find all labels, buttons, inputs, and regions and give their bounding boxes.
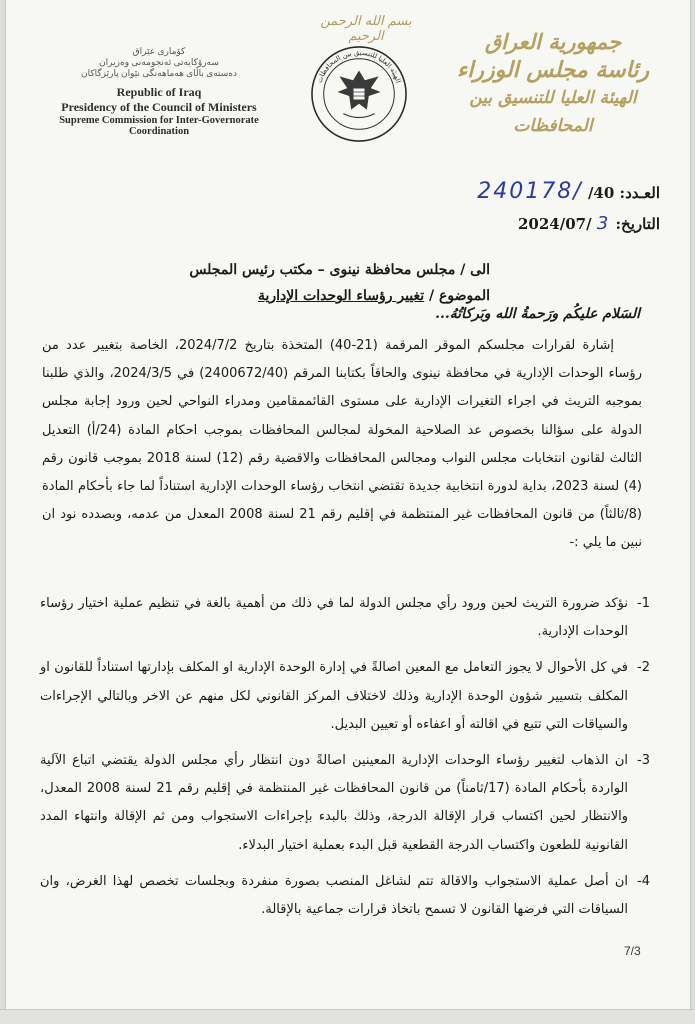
reference-number-label: العـدد:	[619, 184, 660, 202]
english-line-presidency: Presidency of the Council of Ministers	[61, 100, 257, 114]
arabic-letterhead	[428, 28, 678, 140]
letterhead-line-country: جمهورية العراق	[484, 29, 622, 54]
body-paragraph-text: إشارة لقرارات مجلسكم الموقر المرقمة (21-40) المتخذة بتاريخ 2024/7/2، الخاصة بتغيير عدد من رؤساء الوحدات الإدارية في محافظة نينوى والحاقاً بكتابنا المرقم (2400672/40) في 2024/3/5، والذي طلبنا بموجبه التريث في اجراء التغيرات الإدارية على مستوى القائممقامين ومدراء النواحي لحين ورود إجابة مجلس الدولة على سؤالنا بخصوص عد الصلاحية المخولة لمجالس المحافظات بموجب احكام المادة (24/أ) التعديل الثالث لقانون انتخابات مجلس النواب ومجالس المحافظات والاقضية رقم (12) لسنة 2018 بموجب قانون رقم (4) لسنة 2023، بداية لدورة انتخابية جديدة تقتضي انتخاب رؤساء الوحدات الإدارية استناداً لما جاء بأحكام المادة (8/ثالثاً) من قانون المحافظات غير المنتظمة في إقليم رقم 21 لسنة 2008 المعدل من عدمه، وبصدده نود ان نبين ما يلي :-	[42, 338, 643, 551]
list-item	[40, 868, 650, 924]
point-number: 4-	[637, 873, 650, 889]
point-text: في كل الأحوال لا يجوز التعامل مع المعين اصالةً في إدارة الوحدة الإدارية او المكلف بإدارتها استناداً للقانون او المكلف بتسيير شؤون الوحدة الإدارية وذلك لاختلاف المركز القانوني لكل منهم عن الاخر وبالتالي الإجراءات والسياقات التي تتبع في اقالته أو اعفاءه أو تعيين البديل.	[40, 660, 628, 732]
reference-number-row	[420, 176, 660, 208]
letterhead-line-presidency: رئاسة مجلس الوزراء	[456, 57, 650, 83]
list-item	[40, 654, 650, 739]
subject-label: الموضوع /	[429, 288, 490, 304]
reference-block	[420, 176, 660, 240]
english-letterhead	[44, 46, 274, 137]
english-line-commission: Supreme Commission for Inter-Governorate Coordination	[59, 115, 259, 137]
subject-text: تغيير رؤساء الوحدات الإدارية	[258, 288, 425, 304]
point-number: 1-	[637, 596, 650, 611]
kurdish-line-3: دەستەی باڵای هەماهەنگی نێوان پارێزگاكان	[80, 68, 237, 78]
eagle-seal-icon	[310, 45, 408, 143]
page-number: 7/3	[624, 944, 641, 958]
english-line-republic: Republic of Iraq	[116, 85, 202, 99]
point-text: نؤكد ضرورة التريث لحين ورود رأي مجلس الدولة لما في ذلك من أهمية بالغة في تنظيم عملية اختيار رؤساء الوحدات الإدارية.	[40, 596, 628, 640]
point-number: 2-	[637, 660, 650, 676]
list-item	[40, 590, 650, 646]
point-text: ان الذهاب لتغيير رؤساء الوحدات الإدارية المعينين اصالةً دون انتظار رأي مجلس الدولة يقتضي اتباع الآلية الواردة بأحكام المادة (17/ثامناً) من قانون المحافظات غير المنتظمة في إقليم رقم 21 لسنة 2008 المعدل، والانتظار لحين اكتساب قرار الإقالة الدرجة، وذلك بالبدء بإجراءات الاستجواب ومن ثم الإقالة وانتهاء المدد القانونية للطعون واكتساب الدرجة القطعية قبل البدء بعملية اختيار البدلاء.	[40, 753, 628, 853]
reference-date-row	[420, 208, 660, 240]
bismillah-heading: بسم الله الرحمن الرحيم	[320, 14, 412, 44]
lower-page-edge	[0, 1009, 695, 1024]
reference-number-printed: 40/	[587, 184, 615, 202]
reference-date-printed: /2024/07	[518, 215, 592, 233]
seal-text: الهيئة العليا للتنسيق بين المحافظات	[315, 48, 403, 84]
list-item	[40, 747, 650, 860]
reference-date-handwritten: 3	[596, 213, 611, 234]
reference-date-label: التاريخ:	[615, 215, 660, 233]
points-list	[40, 590, 650, 932]
point-number: 3-	[637, 753, 650, 769]
subject-line	[258, 288, 490, 304]
body-paragraph	[42, 332, 642, 558]
kurdish-line-1: كۆماری عێراق	[132, 46, 186, 56]
recipient-line: الى / مجلس محافظة نينوى – مكتب رئيس المجلس	[189, 262, 490, 278]
point-text: ان أصل عملية الاستجواب والاقالة تتم لشاغل المنصب بصورة منفردة وبجلسات تخصص لهذا الغرض، وان السياقات التي فرضها القانون لا تسمح باتخاذ قرارات جماعية بالإقالة.	[40, 873, 628, 918]
letterhead-line-commission: الهيئة العليا للتنسيق بين المحافظات	[469, 88, 637, 136]
greeting-line: السَلام عليكُم ورَحمةُ الله وبَركاتُهُ...	[435, 306, 640, 322]
document-page	[6, 0, 690, 1010]
kurdish-line-2: سەرۆكایەتی ئەنجومەنی وەزیران	[99, 57, 219, 67]
reference-number-handwritten: 240178/	[477, 179, 583, 204]
